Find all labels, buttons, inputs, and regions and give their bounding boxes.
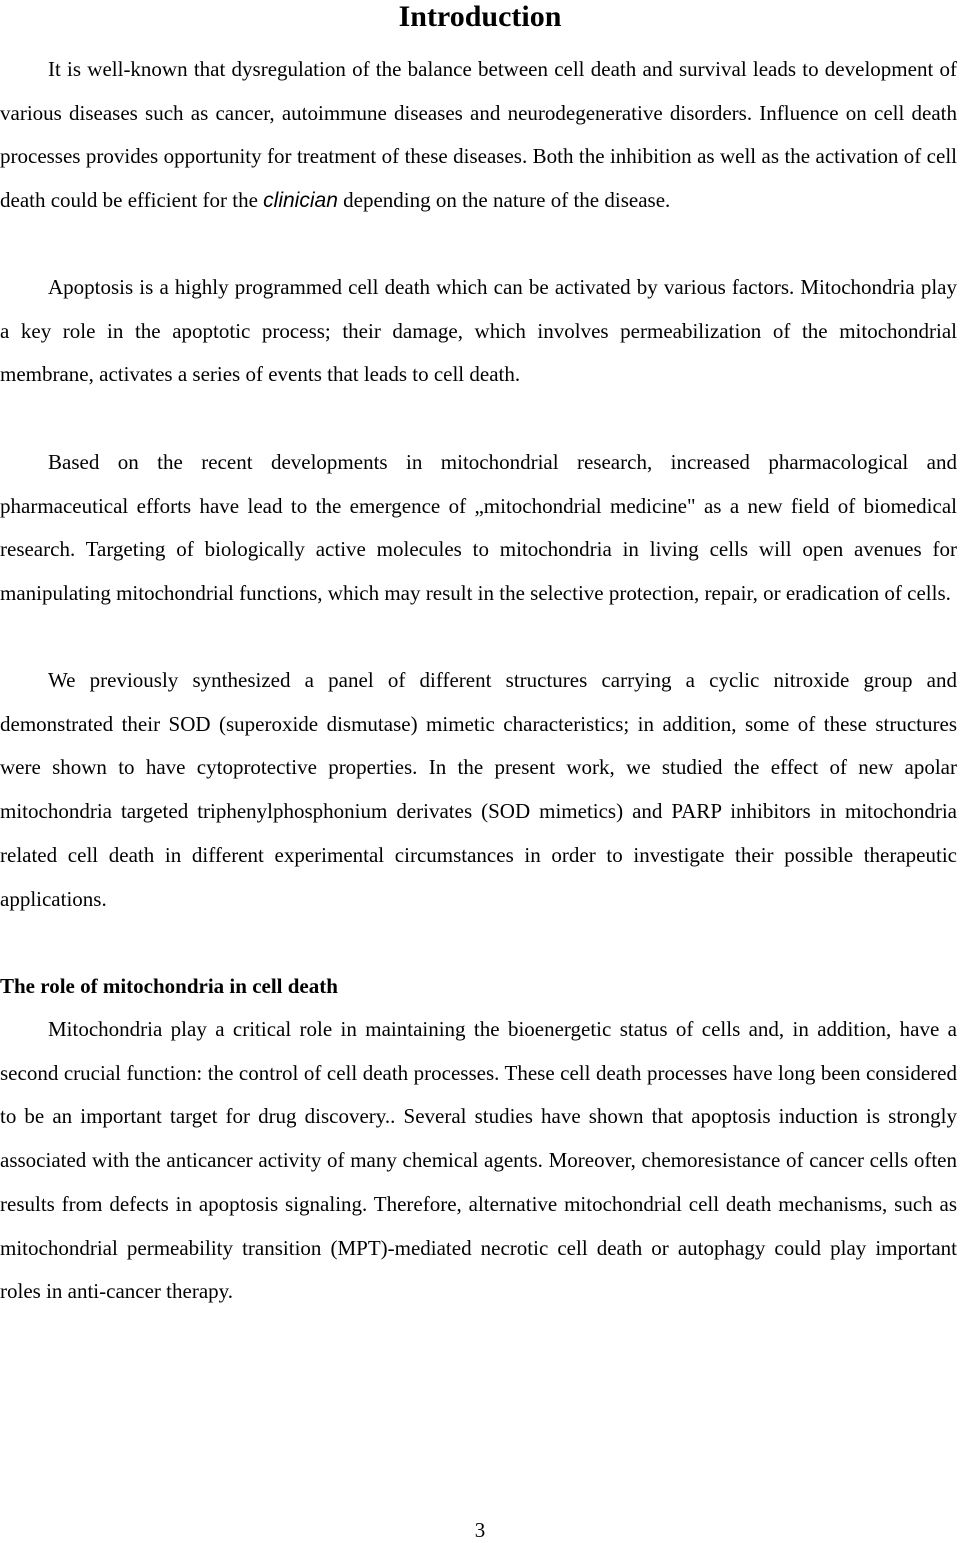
page-number: 3 xyxy=(474,1518,486,1542)
section-heading: The role of mitochondria in cell death xyxy=(0,974,338,998)
emphasis-clinician: clinician xyxy=(263,189,338,213)
intro-paragraph-1 xyxy=(0,48,957,223)
section-paragraph: Mitochondria play a critical role in maintaining the bioenergetic status of cells and, in addition, have a second crucial function: the control of cell death processes. These cell death processes have long been considered to be an important target for drug discovery.. Several studies have shown that apoptosis induction is strongly associated with the anticancer activity of many chemical agents. Moreover, chemoresistance of cancer cells often results from defects in apoptosis signaling. Therefore, alternative mitochondrial cell death mechanisms, such as mitochondrial permeability transition (MPT)-mediated necrotic cell death or autophagy could play important roles in anti-cancer therapy. xyxy=(0,1017,957,1304)
page-title: Introduction xyxy=(398,0,562,33)
intro-paragraph-1-text-end: depending on the nature of the disease. xyxy=(337,188,671,213)
intro-paragraph-2: Apoptosis is a highly programmed cell death which can be activated by various factors. Mitochondria play a key role in the apoptotic process; their damage, which involves permeabilization of the mitochondrial membrane, activates a series of events that leads to cell death. xyxy=(0,275,957,387)
intro-paragraph-4: We previously synthesized a panel of different structures carrying a cyclic nitroxide group and demonstrated their SOD (superoxide dismutase) mimetic characteristics; in addition, some of these structures were shown to have cytoprotective properties. In the present work, we studied the effect of new apolar mitochondria targeted triphenylphosphonium derivates (SOD mimetics) and PARP inhibitors in mitochondria related cell death in different experimental circumstances in order to investigate their possible therapeutic applications. xyxy=(0,668,957,911)
intro-paragraph-3: Based on the recent developments in mitochondrial research, increased pharmacological and pharmaceutical efforts have lead to the emergence of „mitochondrial medicine" as a new field of biomedical research. Targeting of biologically active molecules to mitochondria in living cells will open avenues for manipulating mitochondrial functions, which may result in the selective protection, repair, or eradication of cells. xyxy=(0,450,957,606)
intro-paragraph-1-text-start: It is well-known that dysregulation of the balance between cell death and survival leads to development of various diseases such as cancer, autoimmune diseases and neurodegenerative disorders. Influence on cell death processes provides opportunity for treatment of these diseases. Both the inhibition as well as the activation of cell death could be efficient for the xyxy=(0,57,957,213)
